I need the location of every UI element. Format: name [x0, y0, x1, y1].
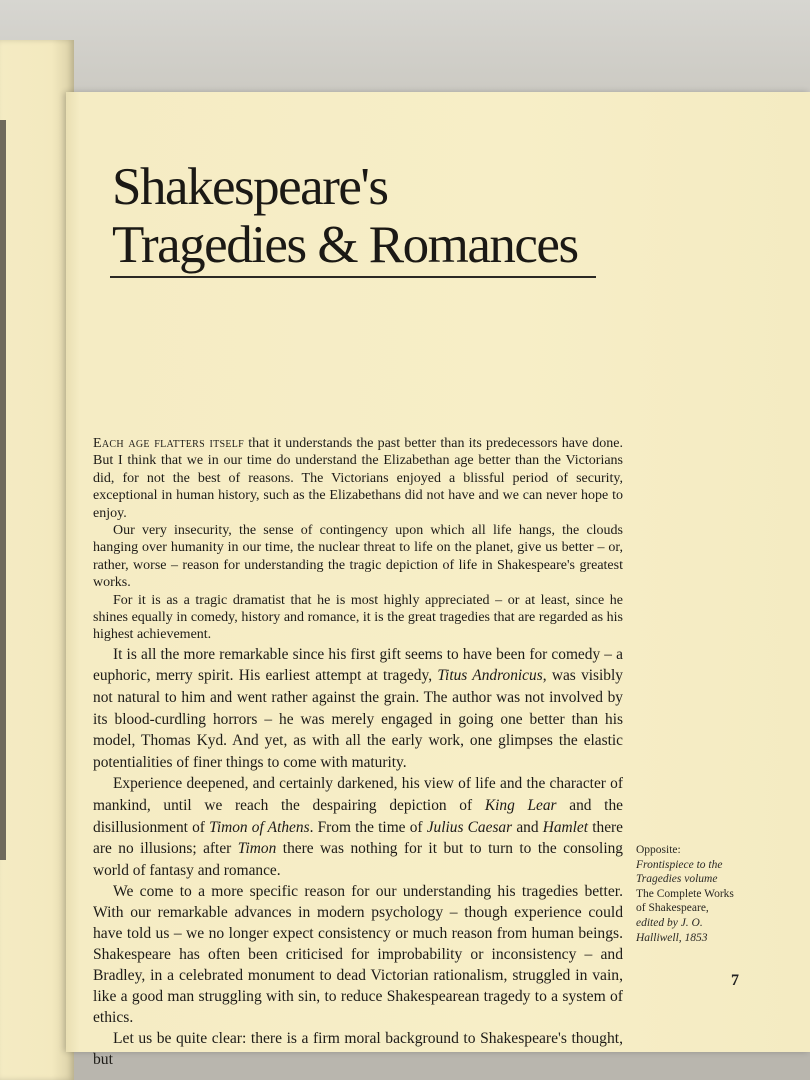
- paragraph-text: and the disillusionment of: [93, 797, 623, 836]
- caption-label: Opposite:: [636, 844, 681, 856]
- paragraph-text: Experience deepened, and certainly darkened, his view of life and the character of mankind, until we reach the despairing depiction of: [93, 775, 623, 815]
- paragraph-text: . From the time of: [309, 818, 427, 836]
- large-text-block: [93, 644, 623, 882]
- background-top: [0, 0, 810, 100]
- title-line-1: Shakespeare's: [112, 158, 388, 216]
- facing-plate-edge: [0, 120, 6, 860]
- page-number: 7: [731, 972, 739, 989]
- play-title: Titus Andronicus: [437, 667, 543, 685]
- play-title: Hamlet: [542, 818, 589, 836]
- larger-text-block: [93, 881, 623, 1070]
- paragraph-text: that it understands the past better than its predecessors have done. But I think that we in our time do understand the Elizabethan age better than the Victorians did, for not the best of reasons. The Victorians enjoyed a blissful period of security, exceptional in human history, such as the Elizabethans did not have and we can never hope to enjoy.: [93, 436, 623, 521]
- paragraph-text: there was nothing for it but to turn to the consoling world of fantasy and romance.: [93, 840, 623, 879]
- paragraph-5: [93, 773, 623, 881]
- paragraph-4: [93, 644, 623, 774]
- paragraph-text: and: [512, 818, 543, 836]
- caption-description: Frontispiece to the Tragedies volume: [636, 858, 723, 886]
- paragraph-1: [93, 435, 623, 522]
- title-line-2: Tragedies & Romances: [112, 216, 578, 274]
- paragraph-text: there are no illusions; after: [93, 818, 623, 858]
- play-title: King Lear: [484, 797, 557, 815]
- paragraph-6: We come to a more specific reason for our understanding his tragedies better. With our remarkable advances in modern psychology – though experience could have told us – we no longer expect consistency or much reason from human beings. Shakespeare has often been criticised for improbability or inconsistency – and Bradley, in a celebrated monument to dead Victorian rationalism, struggled in vain, like a good man struggling with sin, to reduce Shakespearean tragedy to a system of ethics.: [93, 883, 623, 1027]
- play-title: Julius Caesar: [426, 818, 513, 836]
- chapter-title: [112, 158, 612, 274]
- caption-editor: edited by J. O. Halliwell, 1853: [636, 916, 708, 944]
- image-caption: [636, 843, 736, 945]
- caption-source: The Complete Works of Shakespeare,: [636, 887, 734, 915]
- play-title: Timon of Athens: [209, 818, 310, 836]
- paragraph-2: Our very insecurity, the sense of contingency upon which all life hangs, the clouds hanging over humanity in our time, the nuclear threat to life on the planet, give us better – or, rather, worse – reason for understanding the tragic depiction of life in Shakespeare's greatest works.: [93, 523, 623, 591]
- paragraph-3: For it is as a tragic dramatist that he is most highly appreciated – or at least, since he shines equally in comedy, history and romance, it is the great tragedies that are regarded as his highest achievement.: [93, 592, 623, 643]
- paragraph-text: , was visibly not natural to him and went rather against the grain. The author was not involved by its blood-curdling horrors – he was merely engaged in going one better than his model, Thomas Kyd. And yet, as with all the early work, one glimpses the elastic potentialities of finer things to come with maturity.: [93, 667, 623, 771]
- play-title: Timon: [237, 840, 277, 858]
- left-page-edge: [0, 40, 74, 1080]
- paragraph-text: It is all the more remarkable since his first gift seems to have been for comedy – a euphoric, merry spirit. His earliest attempt at tragedy,: [93, 645, 623, 685]
- title-rule: [110, 276, 596, 278]
- lead-in-smallcaps: Each age flatters itself: [93, 436, 245, 451]
- paragraph-7: Let us be quite clear: there is a firm moral background to Shakespeare's thought, but: [93, 1030, 623, 1069]
- body-text: [93, 435, 623, 1070]
